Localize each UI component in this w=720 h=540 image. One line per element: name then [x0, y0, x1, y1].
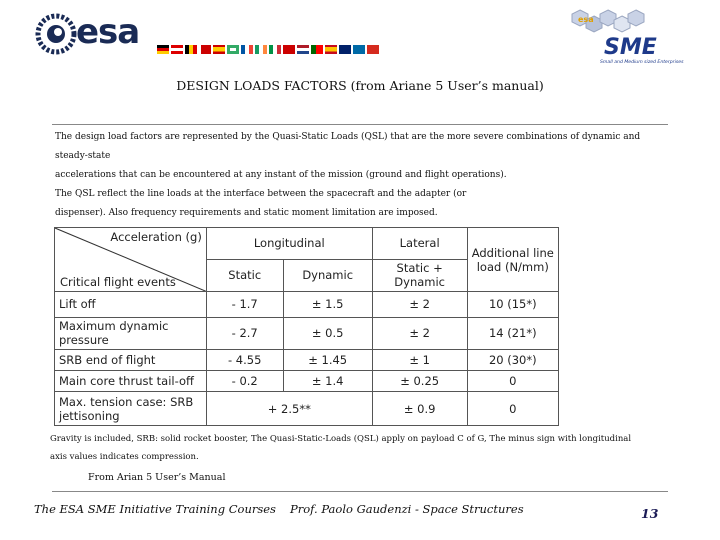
dynamic-header: Dynamic — [283, 259, 372, 292]
event-cell: Maximum dynamic pressure — [55, 317, 207, 350]
load-factors-table — [54, 227, 559, 426]
additional-cell: 10 (15*) — [467, 292, 558, 317]
table-row — [55, 371, 559, 392]
dynamic-cell: ± 0.5 — [283, 317, 372, 350]
bottom-divider — [52, 491, 668, 492]
intro-line: The QSL reflect the line loads at the interface between the spacecraft and the adapter (or — [55, 189, 467, 199]
table-corner-header — [55, 228, 207, 292]
static-cell: - 1.7 — [206, 292, 283, 317]
longitudinal-cell: + 2.5** — [206, 392, 372, 426]
note-line: axis values indicates compression. — [50, 452, 199, 462]
lateral-cell: ± 0.9 — [372, 392, 467, 426]
flight-events-header: Critical flight events — [60, 275, 176, 290]
top-divider — [52, 124, 668, 125]
additional-cell: 20 (30*) — [467, 350, 558, 371]
sme-logo — [560, 6, 692, 66]
event-cell: SRB end of flight — [55, 350, 207, 371]
esa-wordmark: esa — [76, 12, 140, 52]
event-cell: Main core thrust tail-off — [55, 371, 207, 392]
dynamic-cell: ± 1.4 — [283, 371, 372, 392]
event-cell: Lift off — [55, 292, 207, 317]
additional-cell: 14 (21*) — [467, 317, 558, 350]
page-title: DESIGN LOADS FACTORS (from Ariane 5 User’s manual) — [176, 78, 544, 93]
footer-author: Prof. Paolo Gaudenzi - Space Structures — [290, 502, 524, 516]
source-caption: From Arian 5 User’s Manual — [88, 472, 226, 483]
lateral-cell: ± 2 — [372, 292, 467, 317]
additional-load-header: Additional line load (N/mm) — [467, 228, 558, 292]
intro-line: The design load factors are represented by the Quasi-Static Loads (QSL) that are the more severe combinations of dynamic and steady-state — [55, 132, 641, 161]
table-row — [55, 317, 559, 350]
svg-text:esa: esa — [578, 15, 594, 24]
dynamic-cell: ± 1.5 — [283, 292, 372, 317]
table-row — [55, 292, 559, 317]
table-row — [55, 350, 559, 371]
static-cell: - 4.55 — [206, 350, 283, 371]
page-number: 13 — [641, 506, 659, 521]
intro-line: accelerations that can be encountered at any instant of the mission (ground and flight operations). — [55, 170, 507, 180]
note-line: Gravity is included, SRB: solid rocket booster, The Quasi-Static-Loads (QSL) apply on payload C of G, The minus sign with longitudinal — [50, 434, 632, 444]
static-cell: - 0.2 — [206, 371, 283, 392]
event-cell: Max. tension case: SRB jettisoning — [55, 392, 207, 426]
longitudinal-header: Longitudinal — [206, 228, 372, 260]
static-header: Static — [206, 259, 283, 292]
lateral-cell: ± 2 — [372, 317, 467, 350]
sme-tagline: Small and Medium sized Enterprises — [600, 60, 684, 65]
static-cell: - 2.7 — [206, 317, 283, 350]
additional-cell: 0 — [467, 392, 558, 426]
intro-line: dispenser). Also frequency requirements and static moment limitation are imposed. — [55, 208, 438, 218]
member-flags — [157, 45, 379, 56]
lateral-cell: ± 1 — [372, 350, 467, 371]
acceleration-header: Acceleration (g) — [110, 230, 202, 244]
lateral-cell: ± 0.25 — [372, 371, 467, 392]
dynamic-cell: ± 1.45 — [283, 350, 372, 371]
static-dynamic-header: Static + Dynamic — [372, 259, 467, 292]
sme-wordmark: SME — [604, 35, 657, 60]
table-notes — [50, 430, 680, 466]
footer-course: The ESA SME Initiative Training Courses — [34, 502, 276, 516]
intro-text — [55, 128, 675, 223]
table-row — [55, 392, 559, 426]
lateral-header: Lateral — [372, 228, 467, 260]
additional-cell: 0 — [467, 371, 558, 392]
